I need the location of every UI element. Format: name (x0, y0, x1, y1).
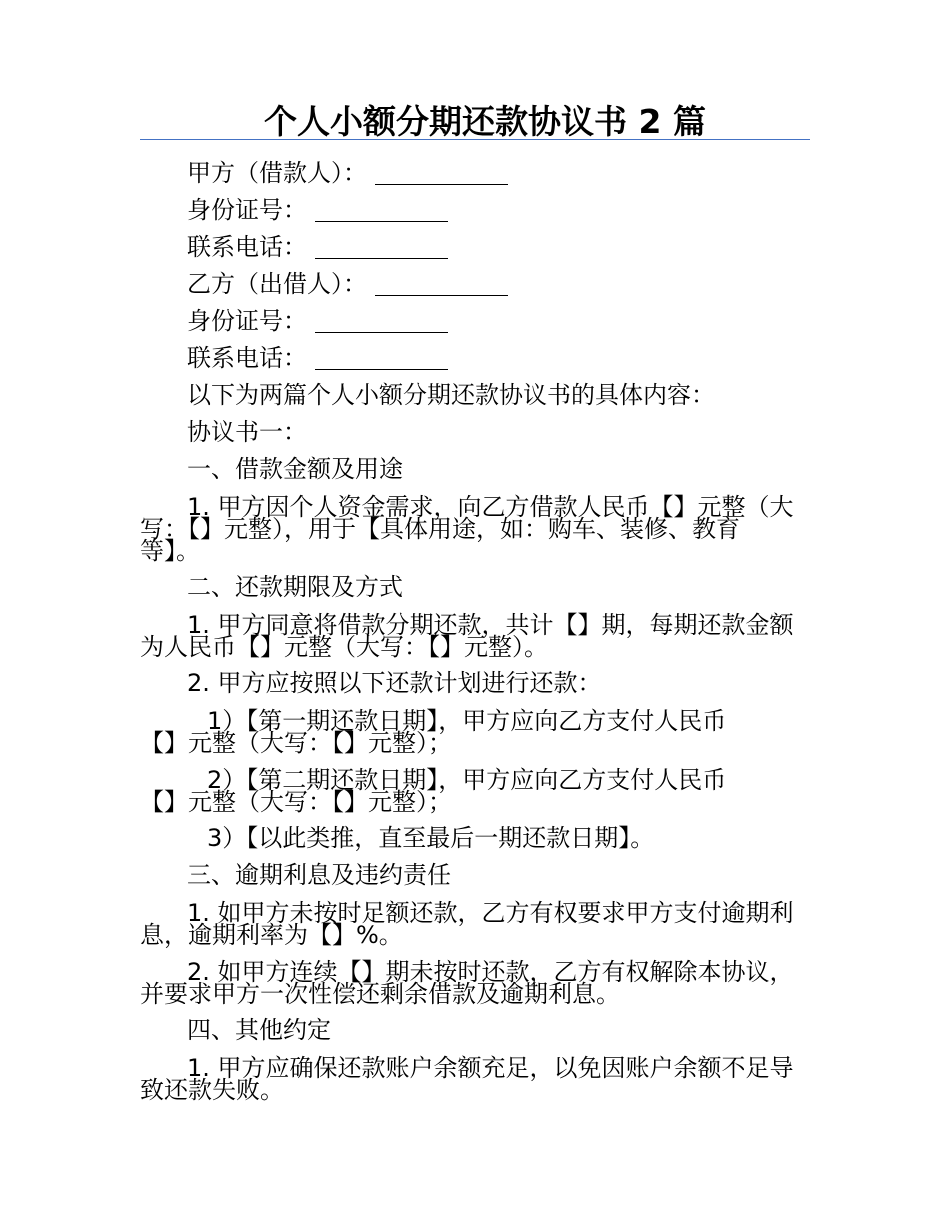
plan-item-2-line-2: 【】元整（大写：【】元整）； (140, 788, 452, 816)
intro-paragraph: 以下为两篇个人小额分期还款协议书的具体内容： (187, 381, 715, 409)
section-4-item-1-line-1: 1. 甲方应确保还款账户余额充足，以免因账户余额不足导 (187, 1054, 794, 1082)
party-b-phone-label: 联系电话： (187, 344, 307, 372)
party-b-id-label: 身份证号： (187, 307, 307, 335)
section-1-item-1-line-1: 1. 甲方因个人资金需求，向乙方借款人民币【】元整（大 (187, 493, 794, 521)
section-2-item-1-line-2: 为人民币【】元整（大写：【】元整）。 (140, 633, 548, 661)
section-2-item-1-line-1: 1. 甲方同意将借款分期还款，共计【】期，每期还款金额 (187, 611, 794, 639)
party-b-blank (375, 269, 508, 296)
section-3-item-1-line-2: 息，逾期利率为【】%。 (140, 921, 403, 949)
section-3-item-2-line-2: 并要求甲方一次性偿还剩余借款及逾期利息。 (140, 980, 620, 1008)
party-a-blank (375, 158, 508, 185)
party-b-label: 乙方（出借人）： (187, 270, 367, 298)
section-1-item-1 (140, 488, 812, 569)
section-1-item-1-line-3: 等】。 (140, 537, 200, 565)
section-2-heading: 二、还款期限及方式 (187, 573, 403, 601)
party-a-phone-line (140, 229, 812, 266)
plan-item-1-line-1: 1）【第一期还款日期】，甲方应向乙方支付人民币 (207, 707, 727, 735)
section-2-item-2: 2. 甲方应按照以下还款计划进行还款： (187, 669, 602, 697)
section-3-item-1-line-1: 1. 如甲方未按时足额还款，乙方有权要求甲方支付逾期利 (187, 899, 794, 927)
party-b-id-line (140, 303, 812, 340)
party-b-phone-blank (315, 343, 448, 370)
party-a-id-blank (315, 195, 448, 222)
document-title: 个人小额分期还款协议书 2 篇 (264, 102, 706, 141)
title-underline (140, 139, 810, 140)
party-a-id-line (140, 192, 812, 229)
party-b-line (140, 266, 812, 303)
section-4-item-1-line-2: 致还款失败。 (140, 1076, 284, 1104)
section-1-heading: 一、借款金额及用途 (187, 455, 403, 483)
section-4-item-1 (140, 1049, 812, 1108)
plan-item-1 (140, 702, 812, 761)
section-3-item-2 (140, 953, 812, 1012)
party-a-phone-blank (315, 232, 448, 259)
plan-item-2 (140, 761, 812, 820)
document-body (140, 155, 812, 1108)
plan-item-3: 3）【以此类推，直至最后一期还款日期】。 (207, 824, 655, 852)
section-1-item-1-line-2: 写：【】元整），用于【具体用途，如：购车、装修、教育 (140, 515, 740, 543)
section-2-item-1 (140, 606, 812, 665)
section-4-heading: 四、其他约定 (187, 1016, 331, 1044)
party-b-phone-line (140, 340, 812, 377)
section-3-heading: 三、逾期利息及违约责任 (187, 861, 451, 889)
section-3-item-1 (140, 894, 812, 953)
plan-item-1-line-2: 【】元整（大写：【】元整）； (140, 729, 452, 757)
party-a-id-label: 身份证号： (187, 196, 307, 224)
party-a-label: 甲方（借款人）： (187, 159, 367, 187)
plan-item-2-line-1: 2）【第二期还款日期】，甲方应向乙方支付人民币 (207, 766, 727, 794)
party-b-id-blank (315, 306, 448, 333)
party-a-line (140, 155, 812, 192)
agreement-one-heading: 协议书一： (187, 418, 307, 446)
section-3-item-2-line-1: 2. 如甲方连续【】期未按时还款，乙方有权解除本协议， (187, 958, 794, 986)
party-a-phone-label: 联系电话： (187, 233, 307, 261)
